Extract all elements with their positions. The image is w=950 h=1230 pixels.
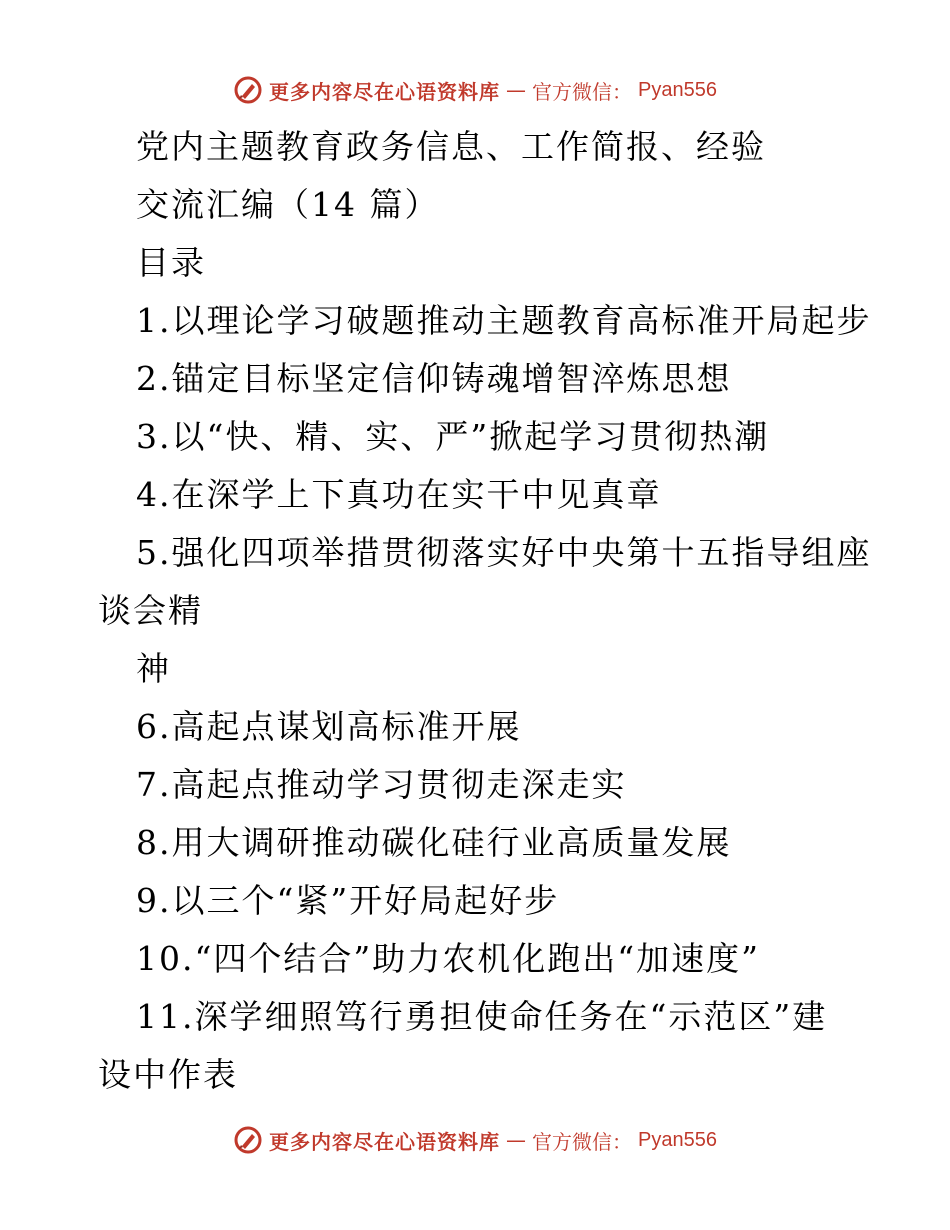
toc-line: 神 xyxy=(136,649,171,688)
toc-line: 1.以理论学习破题推动主题教育高标准开局起步 xyxy=(136,301,872,340)
document-title-line-1: 党内主题教育政务信息、工作简报、经验 xyxy=(136,127,766,166)
footer-separator: — xyxy=(506,1128,527,1152)
footer-wechat-label: 官方微信： xyxy=(532,1129,633,1154)
toc-line: 6.高起点谋划高标准开展 xyxy=(136,707,522,746)
toc-line: 2.锚定目标坚定信仰铸魂增智淬炼思想 xyxy=(136,359,732,398)
document-title-line-2: 交流汇编（14 篇） xyxy=(136,185,440,224)
toc-line: 7.高起点推动学习贯彻走深走实 xyxy=(136,765,627,804)
header-site-text: 更多内容尽在心语资料库 xyxy=(269,79,501,104)
toc-line: 8.用大调研推动碳化硅行业高质量发展 xyxy=(136,823,732,862)
header-separator: — xyxy=(506,78,527,102)
toc-line: 3.以“快、精、实、严”掀起学习贯彻热潮 xyxy=(136,417,770,456)
header-wechat-handle: Pyan556 xyxy=(638,78,717,101)
document-body xyxy=(98,118,872,1104)
toc-line: 4.在深学上下真功在实干中见真章 xyxy=(136,475,662,514)
pen-logo-icon xyxy=(233,1125,263,1155)
toc-line: 9.以三个“紧”开好局起好步 xyxy=(136,881,560,920)
toc-line: 5.强化四项举措贯彻落实好中央第十五指导组座 xyxy=(136,533,872,572)
footer-site-text: 更多内容尽在心语资料库 xyxy=(269,1129,501,1154)
footer-banner xyxy=(0,1120,950,1160)
toc-line: 谈会精 xyxy=(98,591,203,630)
header-banner xyxy=(0,70,950,110)
toc-line: 11.深学细照笃行勇担使命任务在“示范区”建 xyxy=(136,997,828,1036)
toc-list xyxy=(98,292,872,1104)
toc-line: 设中作表 xyxy=(98,1055,238,1094)
toc-line: 10.“四个结合”助力农机化跑出“加速度” xyxy=(136,939,760,978)
toc-heading: 目录 xyxy=(136,243,206,282)
header-wechat-label: 官方微信： xyxy=(532,79,633,104)
footer-wechat-handle: Pyan556 xyxy=(638,1128,717,1151)
pen-logo-icon xyxy=(233,75,263,105)
